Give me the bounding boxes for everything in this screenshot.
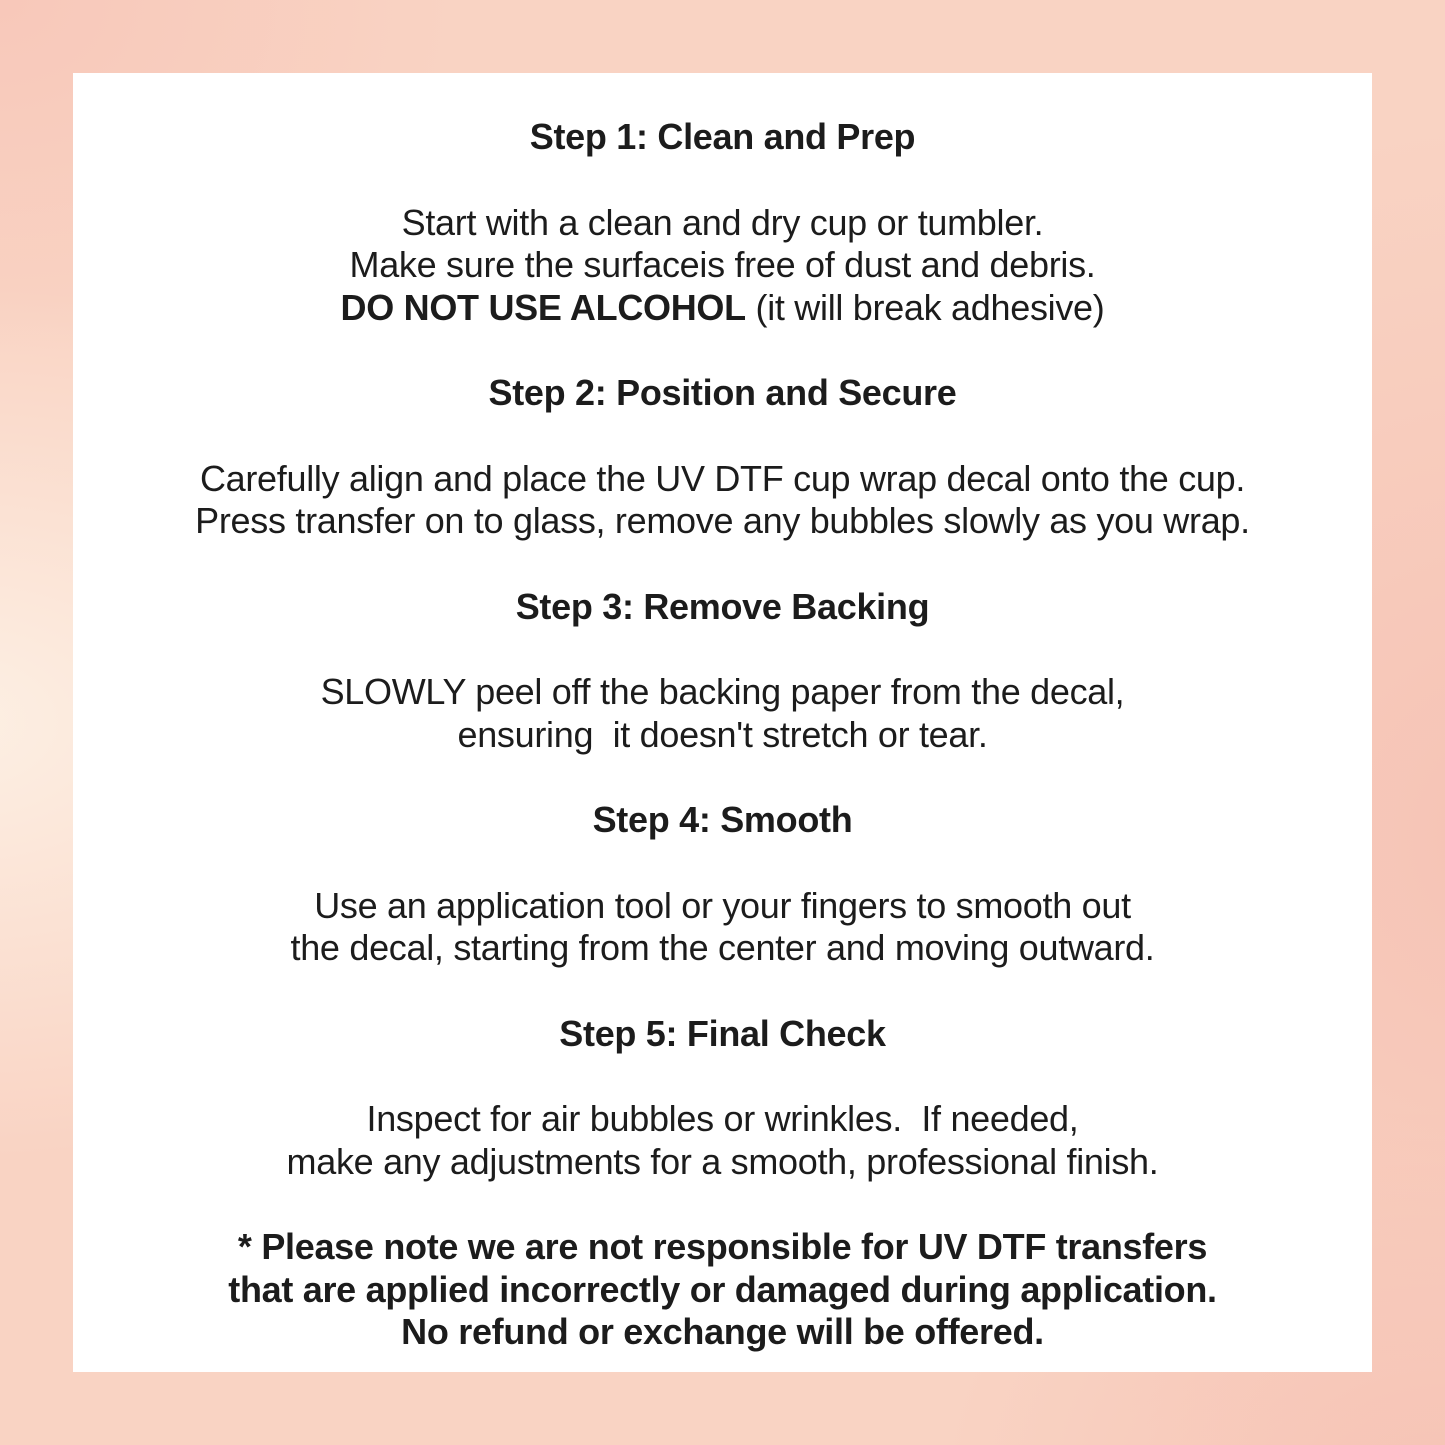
step-1-heading: Step 1: Clean and Prep — [529, 116, 916, 157]
disclaimer-line-2: that are applied incorrectly or damaged during application. — [228, 1268, 1217, 1310]
step-2-line-1: Carefully align and place the UV DTF cup wrap decal onto the cup. — [199, 457, 1246, 499]
step-4-section — [73, 799, 1372, 842]
step-5-body — [73, 1098, 1372, 1183]
alcohol-warning-note: (it will break adhesive) — [745, 286, 1105, 328]
step-2-section — [73, 372, 1372, 415]
step-4-line-1: Use an application tool or your fingers to smooth out — [314, 884, 1131, 926]
step-3-body — [73, 671, 1372, 756]
step-2-body — [73, 458, 1372, 543]
disclaimer-section — [73, 1226, 1372, 1354]
step-5-heading: Step 5: Final Check — [559, 1012, 886, 1054]
step-1-line-1: Start with a clean and dry cup or tumbler. — [401, 201, 1044, 243]
step-5-line-1: Inspect for air bubbles or wrinkles. If needed, — [366, 1098, 1079, 1139]
disclaimer-line-1: * Please note we are not responsible for UV DTF transfers — [237, 1226, 1208, 1267]
disclaimer-line-3: No refund or exchange will be offered. — [401, 1311, 1044, 1352]
step-3-section — [73, 586, 1372, 629]
alcohol-warning-bold: DO NOT USE ALCOHOL — [340, 286, 746, 328]
step-3-line-1: SLOWLY peel off the backing paper from the decal, — [320, 671, 1125, 712]
instructions-content — [73, 73, 1372, 1354]
step-2-heading: Step 2: Position and Secure — [488, 372, 957, 413]
step-3-line-2: ensuring it doesn't stretch or tear. — [457, 713, 988, 755]
step-5-line-2: make any adjustments for a smooth, professional finish. — [286, 1140, 1159, 1182]
step-4-line-2: the decal, starting from the center and moving outward. — [290, 927, 1155, 968]
step-1-body — [73, 202, 1372, 330]
step-2-line-2: Press transfer on to glass, remove any bubbles slowly as you wrap. — [195, 500, 1250, 541]
step-4-body — [73, 885, 1372, 970]
step-1-line-2: Make sure the surfaceis free of dust and debris. — [349, 244, 1096, 285]
step-4-heading: Step 4: Smooth — [592, 799, 853, 840]
instruction-card — [73, 73, 1372, 1372]
step-1-line-3 — [73, 287, 1372, 330]
step-3-heading: Step 3: Remove Backing — [515, 585, 930, 627]
step-1-section — [73, 116, 1372, 159]
step-5-section — [73, 1013, 1372, 1056]
